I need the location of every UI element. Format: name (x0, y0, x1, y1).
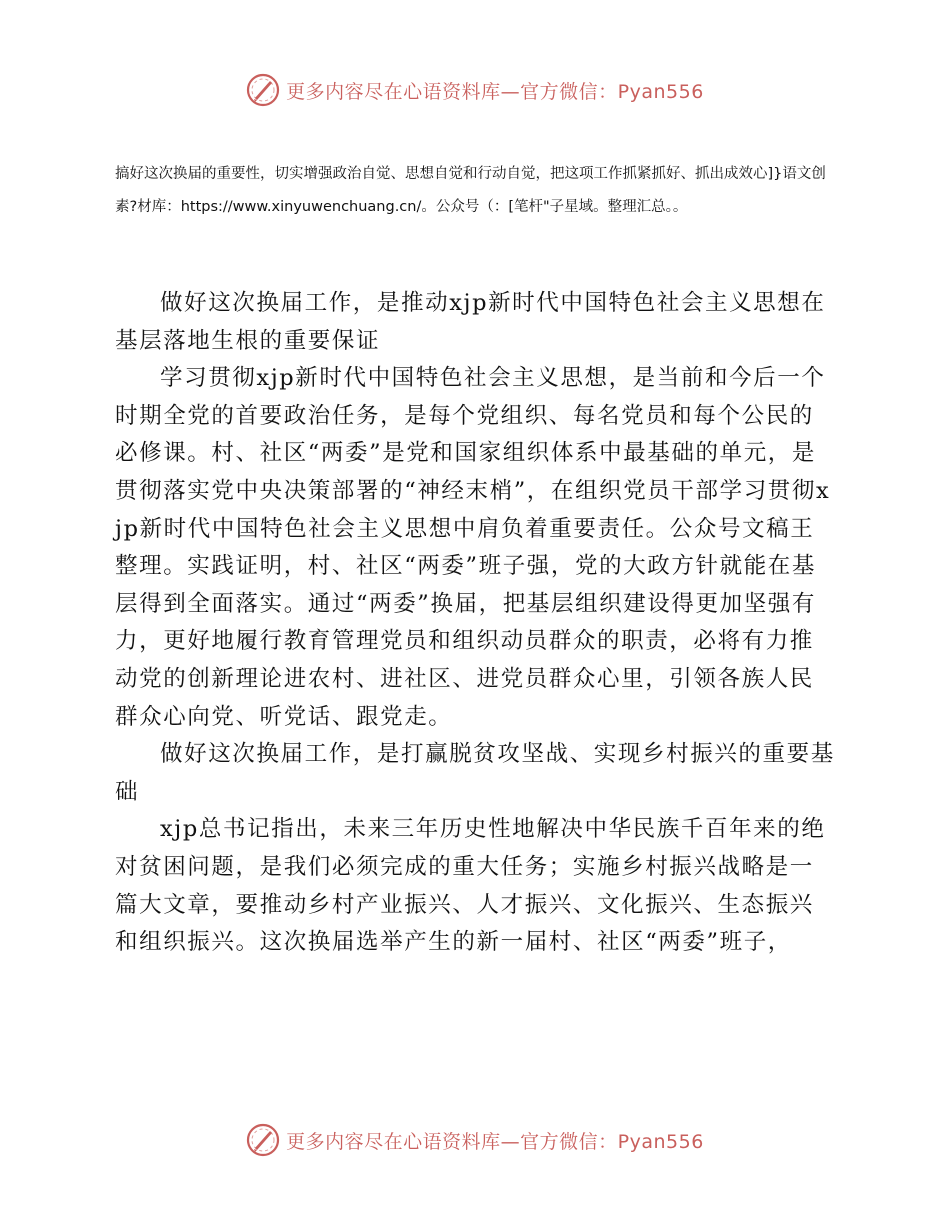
intro-text: 搞好这次换届的重要性，切实增强政治自觉、思想自觉和行动自觉，把这项工作抓紧抓好、抓出成效心]}语文创素?材库：https://www.xinyuwenchuang.cn/。公众号（：[笔杆"子星域。整理汇总。。 (115, 166, 826, 215)
footer-banner (0, 1120, 950, 1160)
article-body (115, 285, 835, 962)
paragraph-2: xjp总书记指出，未来三年历史性地解决中华民族千百年来的绝对贫困问题，是我们必须完成的重大任务；实施乡村振兴战略是一篇大文章，要推动乡村产业振兴、人才振兴、文化振兴、生态振兴和组织振兴。这次换届选举产生的新一届村、社区“两委”班子， (115, 816, 826, 956)
quill-pen-logo-icon (246, 1123, 280, 1157)
section-heading-1: 做好这次换届工作，是推动xjp新时代中国特色社会主义思想在基层落地生根的重要保证 (115, 290, 826, 354)
header-banner (0, 70, 950, 110)
section-heading-2: 做好这次换届工作，是打赢脱贫攻坚战、实现乡村振兴的重要基础 (115, 741, 835, 805)
header-banner-text: 更多内容尽在心语资料库—官方微信：Pyan556 (286, 80, 704, 103)
paragraph-1: 学习贯彻xjp新时代中国特色社会主义思想，是当前和今后一个时期全党的首要政治任务，是每个党组织、每名党员和每个公民的必修课。村、社区“两委”是党和国家组织体系中最基础的单元，是贯彻落实党中央决策部署的“神经末梢”，在组织党员干部学习贯彻xjp新时代中国特色社会主义思想中肩负着重要责任。公众号文稿王整理。实践证明，村、社区“两委”班子强，党的大政方针就能在基层得到全面落实。通过“两委”换届，把基层组织建设得更加坚强有力，更好地履行教育管理党员和组织动员群众的职责，必将有力推动党的创新理论进农村、进社区、进党员群众心里，引领各族人民群众心向党、听党话、跟党走。 (115, 365, 831, 730)
quill-pen-logo-icon (246, 73, 280, 107)
footer-banner-text: 更多内容尽在心语资料库—官方微信：Pyan556 (286, 1130, 704, 1153)
